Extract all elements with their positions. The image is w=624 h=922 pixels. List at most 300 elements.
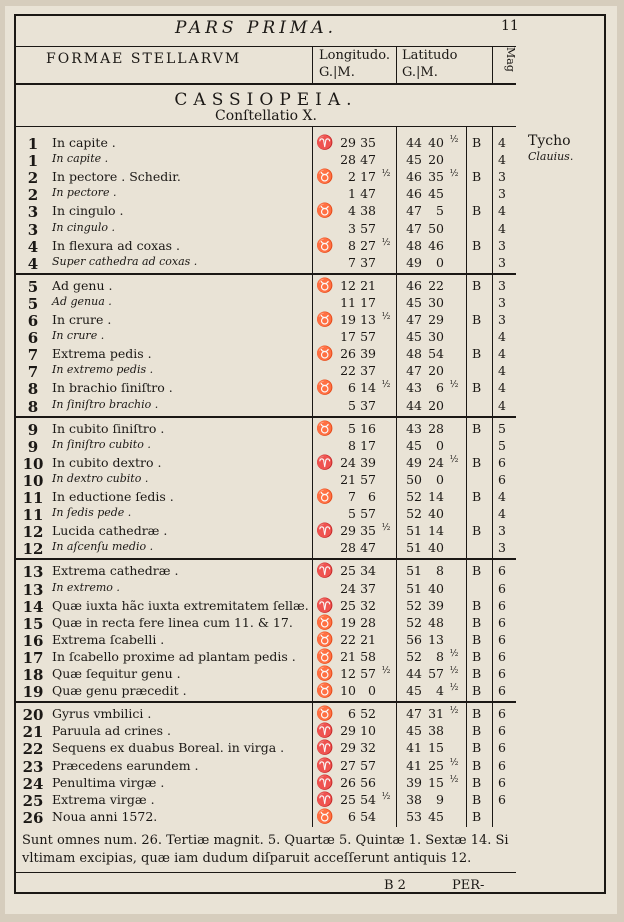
longitude-degrees: 1 [348, 186, 356, 202]
zodiac-sign: ♈ [316, 791, 334, 808]
side-note-tycho: Tycho [528, 133, 571, 149]
magnitude: 3 [498, 186, 506, 202]
latitude-direction: B [472, 706, 482, 722]
latitude-minutes: 4 [436, 683, 444, 699]
star-name: In extremo pedis . [52, 363, 154, 377]
star-number: 16 [22, 631, 44, 650]
longitude-degrees: 29 [340, 740, 356, 756]
latitude-degrees: 43 [406, 380, 422, 396]
star-name: Gyrus vmbilici . [52, 706, 152, 722]
table-row [16, 295, 516, 312]
latitude-degrees: 38 [406, 791, 422, 807]
longitude-minutes: 47 [360, 186, 376, 202]
latitude-degrees: 49 [406, 254, 422, 270]
longitude-degrees: 24 [340, 580, 356, 596]
divider [312, 47, 313, 83]
longitude-degrees: 29 [340, 523, 356, 539]
longitude-fraction: ½ [381, 666, 391, 676]
longitude-minutes: 14 [360, 380, 376, 396]
star-name: Ad genu . [52, 277, 113, 293]
longitude-fraction: ½ [381, 380, 391, 391]
magnitude: 4 [498, 203, 506, 219]
table-row [16, 540, 516, 557]
star-number: 3 [27, 203, 39, 222]
latitude-degrees: 41 [406, 757, 422, 773]
latitude-minutes: 46 [428, 237, 444, 253]
latitude-minutes: 13 [428, 631, 444, 647]
star-number: 9 [27, 420, 39, 439]
longitude-degrees: 5 [348, 397, 356, 413]
star-number: 12 [22, 523, 44, 542]
running-header [16, 16, 519, 47]
star-name: In capite . [52, 135, 116, 150]
latitude-direction: B [472, 312, 482, 327]
latitude-direction: B [472, 666, 482, 681]
longitude-degrees: 8 [348, 437, 356, 453]
latitude-degrees: 45 [406, 683, 422, 699]
star-name: Paruula ad crines . [52, 723, 172, 739]
longitude-minutes: 56 [360, 774, 376, 790]
magnitude: 6 [498, 706, 506, 722]
side-note-clavius: Clauius. [528, 150, 574, 163]
magnitude: 6 [498, 666, 506, 681]
group-separator [16, 416, 516, 418]
magnitude: 3 [498, 523, 506, 539]
latitude-fraction: ½ [449, 774, 459, 785]
star-name: Extrema virgæ . [52, 791, 155, 807]
table-row [16, 346, 516, 363]
longitude-minutes: 58 [360, 648, 376, 664]
longitude-minutes: 47 [360, 540, 376, 556]
magnitude: 3 [498, 540, 506, 556]
latitude-direction: B [472, 523, 482, 539]
star-number: 14 [22, 597, 44, 616]
column-longitudo-units: G.|M. [319, 65, 355, 80]
zodiac-sign: ♉ [316, 277, 334, 294]
star-name: In ſedis pede . [52, 506, 132, 520]
star-name: In ſcabello proxime ad plantam pedis . [52, 648, 296, 664]
magnitude: 4 [498, 346, 506, 362]
table-row [16, 278, 516, 295]
divider [492, 47, 493, 83]
star-name: In brachio ſiniſtro . [52, 380, 173, 396]
longitude-degrees: 25 [340, 791, 356, 807]
magnitude: 6 [498, 723, 506, 739]
longitude-degrees: 7 [348, 489, 356, 504]
longitude-minutes: 57 [360, 666, 376, 681]
zodiac-sign: ♉ [316, 666, 334, 682]
table-row [16, 563, 516, 580]
latitude-minutes: 20 [428, 397, 444, 413]
longitude-minutes: 57 [360, 506, 376, 522]
magnitude: 4 [498, 506, 506, 522]
magnitude: 4 [498, 329, 506, 345]
longitude-minutes: 38 [360, 203, 376, 219]
table-row [16, 329, 516, 346]
latitude-minutes: 30 [428, 294, 444, 310]
latitude-degrees: 47 [406, 363, 422, 379]
latitude-degrees: 47 [406, 203, 422, 219]
latitude-degrees: 39 [406, 774, 422, 790]
star-number: 7 [27, 363, 39, 382]
zodiac-sign: ♈ [316, 135, 334, 151]
table-row [16, 186, 516, 203]
latitude-minutes: 45 [428, 186, 444, 202]
latitude-direction: B [472, 135, 482, 150]
latitude-degrees: 48 [406, 346, 422, 362]
latitude-direction: B [472, 454, 482, 470]
longitude-degrees: 6 [348, 380, 356, 396]
latitude-minutes: 35 [428, 169, 444, 185]
longitude-minutes: 34 [360, 563, 376, 579]
zodiac-sign: ♉ [316, 648, 334, 665]
star-number: 2 [27, 169, 39, 188]
star-number: 17 [22, 648, 44, 667]
footer-rule [16, 872, 516, 873]
latitude-fraction: ½ [449, 380, 459, 391]
star-number: 2 [27, 186, 39, 205]
latitude-direction: B [472, 420, 482, 436]
table-row [16, 723, 516, 740]
longitude-degrees: 8 [348, 237, 356, 253]
longitude-minutes: 0 [368, 683, 376, 699]
longitude-fraction: ½ [381, 791, 391, 802]
column-latitudo-label: Latitudo [402, 48, 458, 63]
latitude-direction: B [472, 808, 482, 824]
longitude-minutes: 37 [360, 254, 376, 270]
longitude-degrees: 27 [340, 757, 356, 773]
zodiac-sign: ♈ [316, 563, 334, 580]
longitude-degrees: 4 [348, 203, 356, 219]
longitude-fraction: ½ [381, 523, 391, 534]
latitude-minutes: 15 [428, 774, 444, 790]
latitude-degrees: 45 [406, 152, 422, 168]
latitude-fraction: ½ [449, 706, 459, 717]
latitude-minutes: 30 [428, 329, 444, 345]
latitude-degrees: 45 [406, 437, 422, 453]
longitude-minutes: 17 [360, 294, 376, 310]
star-name: In ſiniſtro cubito . [52, 437, 151, 451]
latitude-direction: B [472, 774, 482, 790]
latitude-degrees: 46 [406, 277, 422, 293]
table-row [16, 523, 516, 540]
table-row [16, 775, 516, 792]
star-number: 13 [22, 580, 44, 599]
star-number: 5 [27, 277, 39, 296]
star-name: In ſiniſtro brachio . [52, 397, 159, 411]
latitude-minutes: 38 [428, 723, 444, 739]
star-name: In aſcenſu medio . [52, 540, 154, 554]
star-name: In crure . [52, 329, 105, 343]
longitude-degrees: 19 [340, 614, 356, 630]
longitude-minutes: 47 [360, 152, 376, 168]
zodiac-sign: ♉ [316, 683, 334, 700]
longitude-degrees: 5 [348, 420, 356, 436]
latitude-direction: B [472, 648, 482, 664]
group-separator [16, 558, 516, 560]
table-row [16, 363, 516, 380]
latitude-minutes: 45 [428, 808, 444, 824]
latitude-minutes: 48 [428, 614, 444, 630]
star-name: In pectore . [52, 186, 117, 200]
star-name: Ad genua . [52, 294, 112, 308]
longitude-minutes: 35 [360, 135, 376, 150]
latitude-degrees: 51 [406, 580, 422, 596]
magnitude: 4 [498, 152, 506, 168]
longitude-minutes: 17 [360, 437, 376, 453]
table-row [16, 380, 516, 397]
star-name: In flexura ad coxas . [52, 237, 181, 253]
latitude-minutes: 25 [428, 757, 444, 773]
latitude-fraction: ½ [449, 648, 459, 659]
table-row [16, 598, 516, 615]
star-name: Super cathedra ad coxas . [52, 254, 198, 268]
table-row [16, 455, 516, 472]
table-row [16, 169, 516, 186]
zodiac-sign: ♉ [316, 312, 334, 328]
magnitude: 6 [498, 740, 506, 756]
star-number: 19 [22, 683, 44, 702]
longitude-minutes: 28 [360, 614, 376, 630]
longitude-minutes: 13 [360, 312, 376, 327]
latitude-fraction: ½ [449, 454, 459, 465]
star-number: 23 [22, 757, 44, 776]
longitude-minutes: 27 [360, 237, 376, 253]
divider [396, 47, 397, 83]
column-latitudo [402, 47, 458, 81]
star-name: In dextro cubito . [52, 471, 149, 485]
longitude-degrees: 3 [348, 220, 356, 236]
star-name: Quæ genu præcedit . [52, 683, 187, 699]
longitude-degrees: 25 [340, 597, 356, 613]
latitude-degrees: 49 [406, 454, 422, 470]
longitude-minutes: 39 [360, 346, 376, 362]
zodiac-sign: ♈ [316, 740, 334, 757]
magnitude: 5 [498, 420, 506, 436]
magnitude: 6 [498, 614, 506, 630]
table-row [16, 758, 516, 775]
star-number: 26 [22, 808, 44, 827]
magnitude: 3 [498, 277, 506, 293]
latitude-degrees: 52 [406, 648, 422, 664]
longitude-degrees: 29 [340, 723, 356, 739]
latitude-direction: B [472, 563, 482, 579]
longitude-minutes: 37 [360, 397, 376, 413]
longitude-minutes: 35 [360, 523, 376, 539]
magnitude: 4 [498, 489, 506, 504]
star-name: In capite . [52, 152, 109, 166]
page-number: 11 [501, 18, 519, 34]
star-name: In extremo . [52, 580, 120, 594]
longitude-fraction: ½ [381, 237, 391, 248]
longitude-minutes: 57 [360, 471, 376, 487]
longitude-degrees: 12 [340, 666, 356, 681]
longitude-minutes: 54 [360, 808, 376, 824]
zodiac-sign: ♈ [316, 597, 334, 614]
latitude-degrees: 51 [406, 563, 422, 579]
latitude-minutes: 14 [428, 523, 444, 539]
star-name: Extrema pedis . [52, 346, 152, 362]
latitude-degrees: 41 [406, 740, 422, 756]
longitude-degrees: 25 [340, 563, 356, 579]
star-name: In cingulo . [52, 220, 115, 234]
longitude-minutes: 57 [360, 329, 376, 345]
magnitude: 4 [498, 135, 506, 150]
latitude-minutes: 0 [436, 437, 444, 453]
table-row [16, 666, 516, 683]
latitude-minutes: 40 [428, 506, 444, 522]
longitude-degrees: 17 [340, 329, 356, 345]
longitude-minutes: 6 [368, 489, 376, 504]
latitude-direction: B [472, 346, 482, 362]
longitude-minutes: 10 [360, 723, 376, 739]
star-name: Quæ in recta fere linea cum 11. & 17. [52, 614, 293, 630]
zodiac-sign: ♉ [316, 237, 334, 254]
latitude-direction: B [472, 614, 482, 630]
latitude-degrees: 46 [406, 169, 422, 185]
latitude-minutes: 28 [428, 420, 444, 436]
table-row [16, 506, 516, 523]
latitude-degrees: 51 [406, 540, 422, 556]
longitude-degrees: 26 [340, 774, 356, 790]
latitude-minutes: 29 [428, 312, 444, 327]
magnitude: 4 [498, 397, 506, 413]
star-number: 25 [22, 791, 44, 810]
table-row [16, 438, 516, 455]
table-row [16, 135, 516, 152]
star-number: 1 [27, 135, 39, 153]
longitude-degrees: 28 [340, 152, 356, 168]
table-row [16, 649, 516, 666]
star-name: In cubito ſiniſtro . [52, 420, 165, 436]
column-formae: FORMAE STELLARVM [46, 51, 242, 67]
latitude-degrees: 45 [406, 294, 422, 310]
longitude-fraction: ½ [381, 312, 391, 322]
magnitude: 3 [498, 294, 506, 310]
longitude-degrees: 22 [340, 631, 356, 647]
star-name: Præcedens earundem . [52, 757, 199, 773]
zodiac-sign: ♈ [316, 774, 334, 791]
star-name: In crure . [52, 312, 112, 327]
signature-mark: B 2 [384, 878, 406, 893]
latitude-direction: B [472, 757, 482, 773]
latitude-degrees: 51 [406, 523, 422, 539]
magnitude: 6 [498, 791, 506, 807]
zodiac-sign: ♉ [316, 420, 334, 437]
table-row [16, 152, 516, 169]
zodiac-sign: ♉ [316, 808, 334, 825]
constellation-title: CASSIOPEIA. [174, 90, 358, 110]
star-name: Quæ ſequitur genu . [52, 666, 181, 681]
longitude-degrees: 22 [340, 363, 356, 379]
latitude-minutes: 20 [428, 363, 444, 379]
latitude-degrees: 52 [406, 489, 422, 504]
latitude-direction: B [472, 683, 482, 699]
latitude-direction: B [472, 489, 482, 504]
column-longitudo [319, 47, 390, 81]
star-name: In eductione ſedis . [52, 489, 174, 504]
table-row [16, 581, 516, 598]
magnitude: 6 [498, 631, 506, 647]
latitude-degrees: 44 [406, 135, 422, 150]
longitude-degrees: 5 [348, 506, 356, 522]
star-name: In pectore . Schedir. [52, 169, 181, 185]
column-header [16, 47, 516, 85]
longitude-minutes: 39 [360, 454, 376, 470]
longitude-degrees: 6 [348, 706, 356, 722]
longitude-degrees: 6 [348, 808, 356, 824]
longitude-degrees: 7 [348, 254, 356, 270]
longitude-minutes: 57 [360, 757, 376, 773]
star-number: 11 [22, 489, 44, 507]
longitude-minutes: 17 [360, 169, 376, 185]
latitude-minutes: 9 [436, 791, 444, 807]
magnitude: 6 [498, 648, 506, 664]
latitude-degrees: 43 [406, 420, 422, 436]
zodiac-sign: ♉ [316, 706, 334, 723]
latitude-degrees: 44 [406, 666, 422, 681]
latitude-degrees: 46 [406, 186, 422, 202]
constellation-subtitle: Conſtellatio X. [215, 108, 317, 124]
star-number: 18 [22, 666, 44, 684]
latitude-direction: B [472, 791, 482, 807]
table-row [16, 683, 516, 700]
star-number: 21 [22, 723, 44, 742]
longitude-degrees: 26 [340, 346, 356, 362]
latitude-fraction: ½ [449, 666, 459, 676]
latitude-minutes: 6 [436, 380, 444, 396]
table-row [16, 489, 516, 506]
magnitude: 6 [498, 471, 506, 487]
column-mag: Mag [504, 47, 517, 72]
longitude-degrees: 21 [340, 648, 356, 664]
magnitude: 3 [498, 254, 506, 270]
star-number: 7 [27, 346, 39, 365]
star-number: 1 [27, 152, 39, 171]
table-row [16, 221, 516, 238]
latitude-direction: B [472, 631, 482, 647]
latitude-fraction: ½ [449, 757, 459, 768]
latitude-minutes: 8 [436, 648, 444, 664]
star-name: Noua anni 1572. [52, 808, 158, 824]
latitude-degrees: 48 [406, 237, 422, 253]
latitude-direction: B [472, 169, 482, 185]
star-table [16, 126, 516, 827]
latitude-degrees: 52 [406, 614, 422, 630]
star-number: 22 [22, 740, 44, 759]
latitude-minutes: 22 [428, 277, 444, 293]
magnitude: 3 [498, 169, 506, 185]
magnitude: 6 [498, 774, 506, 790]
latitude-degrees: 56 [406, 631, 422, 647]
latitude-fraction: ½ [449, 683, 459, 694]
star-number: 15 [22, 614, 44, 633]
latitude-direction: B [472, 723, 482, 739]
latitude-minutes: 0 [436, 471, 444, 487]
latitude-degrees: 50 [406, 471, 422, 487]
table-row [16, 312, 516, 329]
longitude-degrees: 21 [340, 471, 356, 487]
latitude-minutes: 40 [428, 135, 444, 150]
star-number: 10 [22, 454, 44, 473]
longitude-minutes: 21 [360, 631, 376, 647]
star-number: 10 [22, 471, 44, 490]
zodiac-sign: ♉ [316, 203, 334, 220]
table-row [16, 740, 516, 757]
magnitude: 6 [498, 580, 506, 596]
star-number: 8 [27, 397, 39, 416]
zodiac-sign: ♉ [316, 614, 334, 631]
